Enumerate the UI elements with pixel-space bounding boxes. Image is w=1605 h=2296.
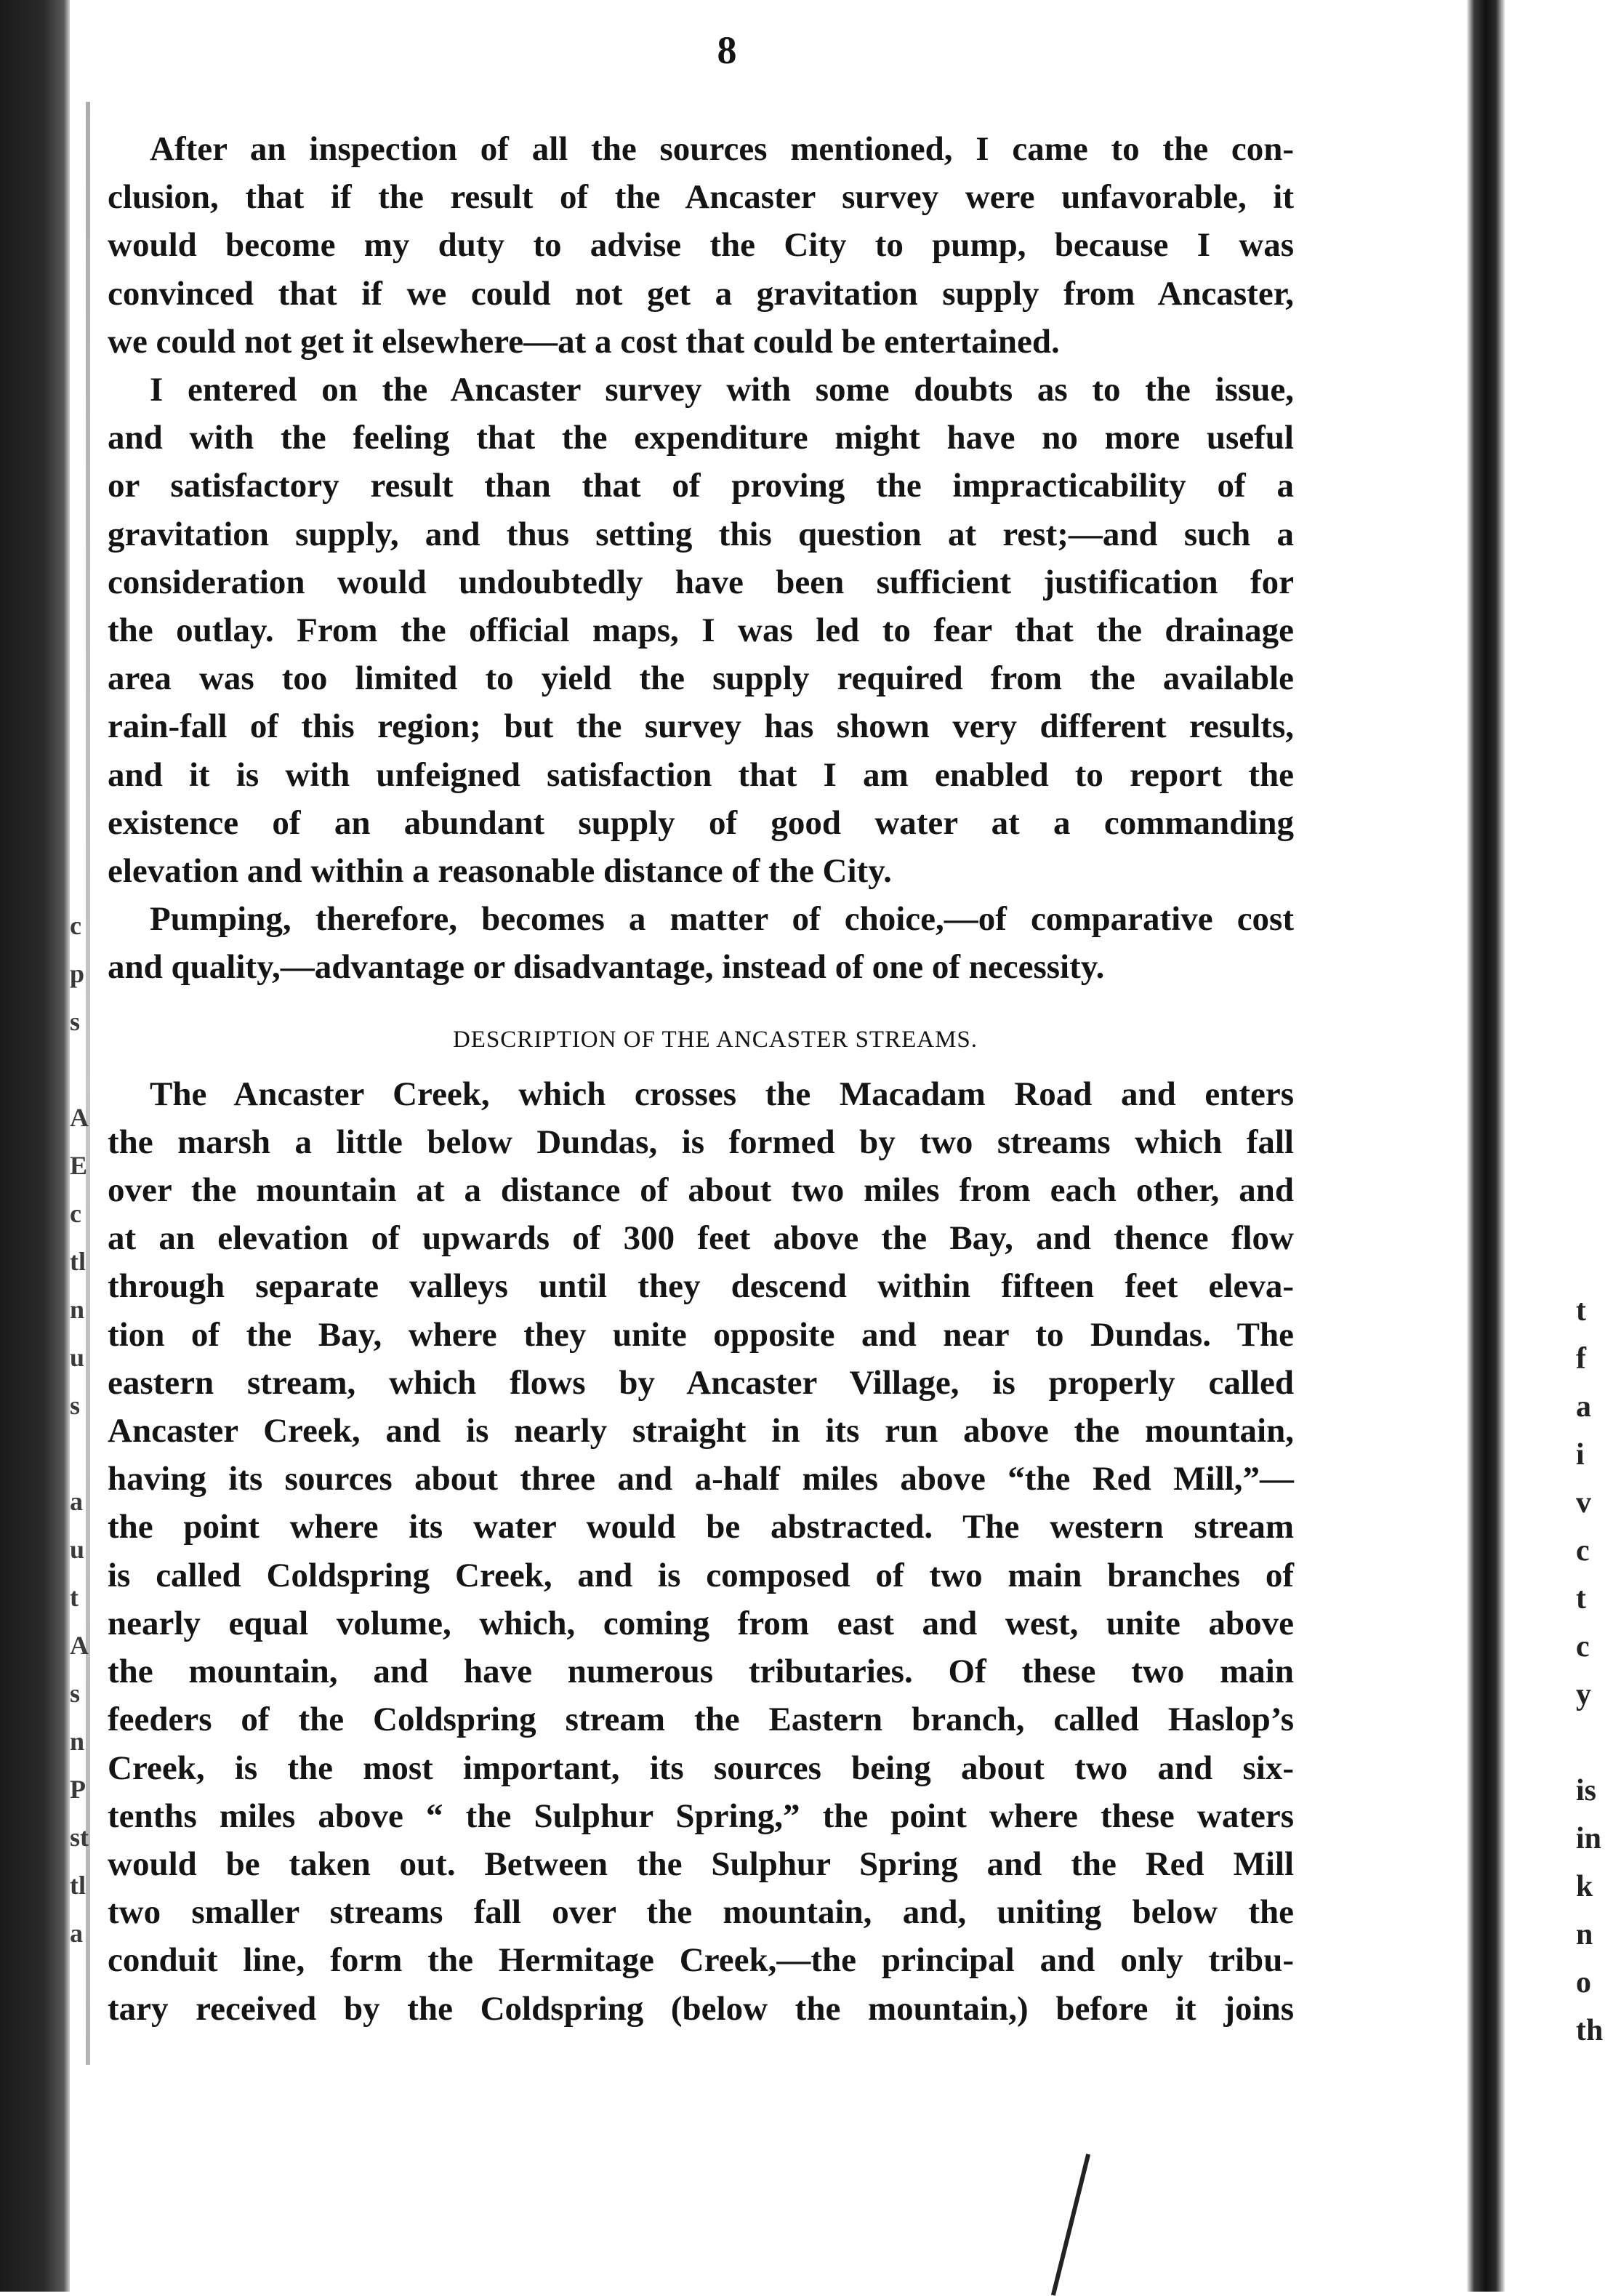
bleed-glyph: A — [70, 1103, 89, 1132]
text-line: consideration would undoubtedly have been sufficient justification for — [108, 563, 1294, 601]
section-heading: DESCRIPTION OF THE ANCASTER STREAMS. — [452, 1026, 978, 1053]
bleed-glyph: c — [70, 911, 81, 940]
text-line: and quality,—advantage or disadvantage, instead of one of necessity. — [108, 948, 1105, 987]
bleed-glyph — [1576, 1719, 1605, 1767]
page-fold — [1467, 0, 1505, 2292]
bleed-glyph: c — [1576, 1534, 1590, 1568]
text-line: tion of the Bay, where they unite opposite and near to Dundas. The — [108, 1315, 1294, 1354]
bleed-glyph: E — [70, 1151, 88, 1180]
paragraph-pumping — [108, 895, 1294, 991]
bleed-glyph — [70, 1045, 110, 1093]
text-line: gravitation supply, and thus setting this question at rest;—and such a — [108, 515, 1294, 553]
text-line: existence of an abundant supply of good water at a commanding — [108, 803, 1294, 842]
right-bleed-through — [1576, 1287, 1605, 2055]
bleed-glyph: s — [70, 1007, 81, 1036]
text-line: would become my duty to advise the City to pump, because I was — [108, 226, 1294, 265]
bleed-glyph: A — [70, 1631, 89, 1660]
body-text — [108, 125, 1294, 2033]
bleed-glyph: th — [1576, 2014, 1604, 2047]
text-line: at an elevation of upwards of 300 feet above the Bay, and thence flow — [108, 1219, 1294, 1258]
bleed-glyph: n — [70, 1727, 85, 1756]
bleed-glyph: a — [70, 1487, 83, 1516]
binding-gutter — [0, 0, 70, 2292]
text-line: the mountain, and have numerous tributaries. Of these two main — [108, 1653, 1294, 1691]
text-line: convinced that if we could not get a gravitation supply from Ancaster, — [108, 274, 1294, 313]
bleed-glyph: P — [70, 1775, 86, 1804]
bleed-glyph: k — [1576, 1870, 1593, 1903]
text-line: I entered on the Ancaster survey with some doubts as to the issue, — [150, 371, 1294, 409]
text-line: The Ancaster Creek, which crosses the Macadam Road and enters — [150, 1075, 1294, 1113]
bleed-glyph: a — [1576, 1390, 1591, 1424]
text-line: tenths miles above “ the Sulphur Spring,” the point where these waters — [108, 1797, 1294, 1835]
text-line: clusion, that if the result of the Ancaster survey were unfavorable, it — [108, 178, 1294, 217]
text-line: through separate valleys until they descend within fifteen feet eleva- — [108, 1267, 1294, 1306]
left-bleed-through — [70, 902, 110, 1957]
paragraph-streams-description — [108, 1070, 1294, 2033]
text-line: eastern stream, which flows by Ancaster Village, is properly called — [108, 1363, 1294, 1402]
bleed-glyph: n — [1576, 1918, 1593, 1951]
page-number: 8 — [717, 28, 737, 72]
text-line: rain-fall of this region; but the survey has shown very different results, — [108, 707, 1294, 746]
bleed-glyph: n — [70, 1295, 85, 1324]
bleed-glyph: st — [70, 1823, 89, 1852]
text-line: After an inspection of all the sources mentioned, I came to the con- — [150, 130, 1294, 168]
text-line: nearly equal volume, which, coming from east and west, unite above — [108, 1604, 1294, 1642]
text-line: elevation and within a reasonable distance of the City. — [108, 852, 892, 891]
text-line: or satisfactory result than that of proving the impracticability of a — [108, 467, 1294, 505]
bleed-glyph: in — [1576, 1822, 1602, 1855]
text-line: and it is with unfeigned satisfaction that I am enabled to report the — [108, 755, 1294, 794]
text-line: the marsh a little below Dundas, is formed by two streams which fall — [108, 1123, 1294, 1161]
bleed-glyph: o — [1576, 1966, 1591, 1999]
text-line: having its sources about three and a-half miles above “the Red Mill,”— — [108, 1460, 1294, 1498]
text-line: and with the feeling that the expenditure might have no more useful — [108, 419, 1294, 457]
bleed-glyph: t — [1576, 1294, 1586, 1328]
text-line: feeders of the Coldspring stream the Eastern branch, called Haslop’s — [108, 1701, 1294, 1739]
text-line: the point where its water would be abstracted. The western stream — [108, 1508, 1294, 1546]
text-line: Pumping, therefore, becomes a matter of choice,—of comparative cost — [150, 900, 1294, 939]
bleed-glyph: u — [70, 1535, 85, 1564]
bleed-glyph: s — [70, 1391, 81, 1420]
bleed-glyph: t — [70, 1583, 79, 1612]
bleed-glyph: f — [1576, 1342, 1586, 1376]
bleed-glyph — [70, 1429, 110, 1477]
text-line: two smaller streams fall over the mountain, and, uniting below the — [108, 1893, 1294, 1932]
bleed-glyph: is — [1576, 1774, 1597, 1807]
paragraph-inspection — [108, 125, 1294, 366]
bleed-glyph: v — [1576, 1486, 1591, 1520]
text-line: Ancaster Creek, and is nearly straight in its run above the mountain, — [108, 1412, 1294, 1450]
bleed-glyph: tl — [70, 1871, 86, 1900]
bleed-glyph: c — [70, 1199, 81, 1228]
text-line: conduit line, form the Hermitage Creek,—the principal and only tribu- — [108, 1941, 1294, 1980]
bleed-glyph: p — [70, 959, 85, 988]
bleed-glyph: t — [1576, 1582, 1586, 1615]
text-line: Creek, is the most important, its sources being about two and six- — [108, 1749, 1294, 1787]
text-line: over the mountain at a distance of about two miles from each other, and — [108, 1171, 1294, 1210]
text-line: tary received by the Coldspring (below the mountain,) before it joins — [108, 1989, 1294, 2028]
bleed-glyph: c — [1576, 1630, 1590, 1663]
text-line: would be taken out. Between the Sulphur Spring and the Red Mill — [108, 1845, 1294, 1883]
text-line: the outlay. From the official maps, I was led to fear that the drainage — [108, 611, 1294, 650]
text-line: is called Coldspring Creek, and is composed of two main branches of — [108, 1556, 1294, 1594]
scan-scratch-mark — [1051, 2153, 1090, 2296]
text-line: we could not get it elsewhere—at a cost that could be entertained. — [108, 322, 1060, 361]
bleed-glyph: u — [70, 1343, 85, 1372]
bleed-glyph: i — [1576, 1438, 1585, 1472]
bleed-glyph: a — [70, 1919, 83, 1948]
bleed-glyph: tl — [70, 1247, 86, 1276]
text-line: area was too limited to yield the supply required from the available — [108, 659, 1294, 698]
bleed-glyph: y — [1576, 1678, 1591, 1711]
bleed-glyph: s — [70, 1679, 81, 1708]
paragraph-survey — [108, 366, 1294, 895]
